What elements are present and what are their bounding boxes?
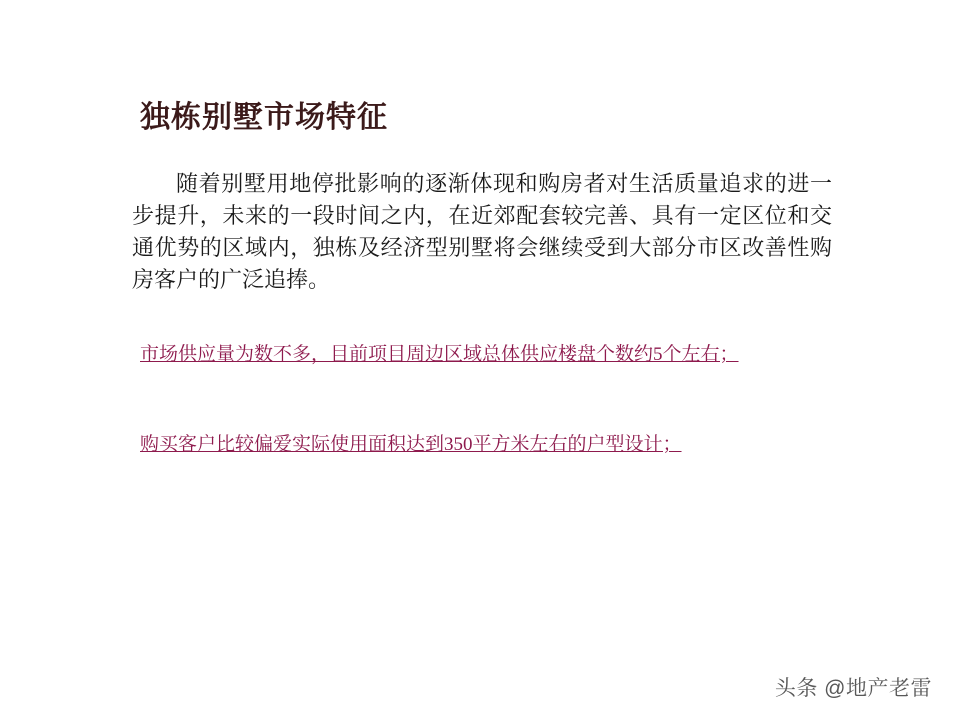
highlight-statement-1: 市场供应量为数不多，目前项目周边区域总体供应楼盘个数约5个左右； (140, 344, 739, 365)
page-title: 独栋别墅市场特征 (140, 101, 388, 135)
highlight-statement-2: 购买客户比较偏爱实际使用面积达到350平方米左右的户型设计； (140, 434, 682, 455)
watermark-label: 头条 @地产老雷 (774, 677, 932, 700)
body-paragraph: 随着别墅用地停批影响的逐渐体现和购房者对生活质量追求的进一步提升，未来的一段时间之内，在近郊配套较完善、具有一定区位和交通优势的区域内，独栋及经济型别墅将会继续受到大部分市区改善性购房客户的广泛追捧。 (132, 171, 832, 292)
